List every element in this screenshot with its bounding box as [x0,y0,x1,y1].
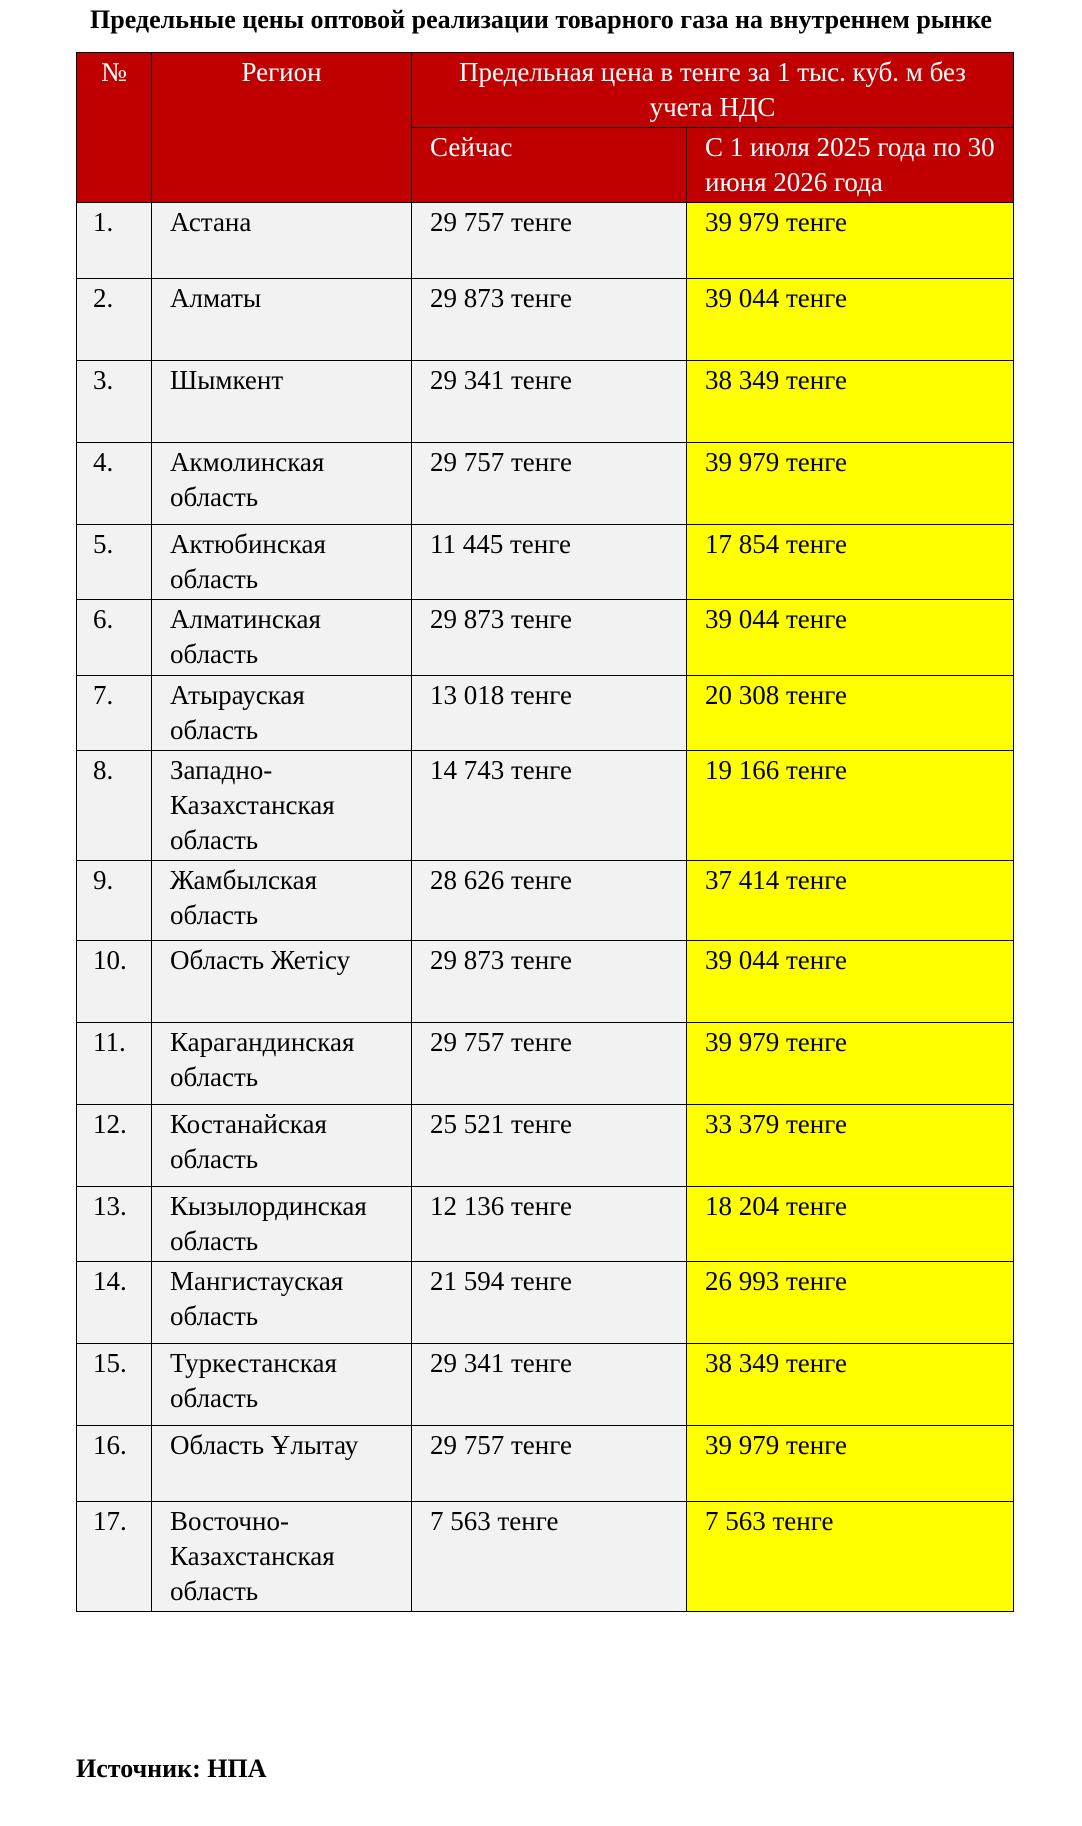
row-region: Алматинская область [152,600,412,676]
row-region: Туркестанская область [152,1344,412,1426]
table-row [77,279,1014,361]
price-table [76,52,1014,1612]
row-price-new: 20 308 тенге [687,676,1014,751]
row-num: 3. [77,361,152,443]
table-row [77,676,1014,751]
row-region: Жамбылская область [152,861,412,941]
row-num: 7. [77,676,152,751]
table-row [77,751,1014,861]
row-num: 16. [77,1426,152,1502]
row-region: Акмолинская область [152,443,412,525]
table-row [77,525,1014,600]
row-num: 4. [77,443,152,525]
row-price-now: 13 018 тенге [412,676,687,751]
row-region: Восточно-Казахстанская область [152,1502,412,1612]
row-region: Астана [152,203,412,279]
table-row [77,203,1014,279]
row-num: 5. [77,525,152,600]
row-region: Область Жетісу [152,941,412,1023]
row-price-new: 39 979 тенге [687,203,1014,279]
row-num: 12. [77,1105,152,1187]
row-num: 17. [77,1502,152,1612]
header-new: С 1 июля 2025 года по 30 июня 2026 года [687,128,1014,203]
table-row [77,1502,1014,1612]
row-price-now: 29 757 тенге [412,1426,687,1502]
row-price-new: 18 204 тенге [687,1187,1014,1262]
row-region: Шымкент [152,361,412,443]
row-price-now: 14 743 тенге [412,751,687,861]
row-price-new: 17 854 тенге [687,525,1014,600]
row-price-new: 39 979 тенге [687,1426,1014,1502]
table-row [77,1023,1014,1105]
row-price-new: 39 044 тенге [687,600,1014,676]
header-region: Регион [152,53,412,203]
table-row [77,941,1014,1023]
table-row [77,600,1014,676]
header-num: № [77,53,152,203]
row-region: Карагандинская область [152,1023,412,1105]
row-region: Костанайская область [152,1105,412,1187]
row-price-now: 29 757 тенге [412,203,687,279]
row-num: 1. [77,203,152,279]
row-price-now: 25 521 тенге [412,1105,687,1187]
row-price-new: 39 979 тенге [687,1023,1014,1105]
row-num: 8. [77,751,152,861]
row-price-now: 29 757 тенге [412,1023,687,1105]
row-price-now: 28 626 тенге [412,861,687,941]
row-region: Мангистауская область [152,1262,412,1344]
row-price-now: 29 873 тенге [412,600,687,676]
row-num: 15. [77,1344,152,1426]
row-num: 13. [77,1187,152,1262]
row-price-new: 26 993 тенге [687,1262,1014,1344]
row-region: Алматы [152,279,412,361]
row-price-new: 37 414 тенге [687,861,1014,941]
row-num: 9. [77,861,152,941]
row-num: 2. [77,279,152,361]
table-row [77,1262,1014,1344]
table-row [77,1344,1014,1426]
row-region: Область Ұлытау [152,1426,412,1502]
row-region: Кызылординская область [152,1187,412,1262]
page-title: Предельные цены оптовой реализации товарного газа на внутреннем рынке [90,5,992,34]
row-price-now: 29 873 тенге [412,279,687,361]
row-price-now: 29 757 тенге [412,443,687,525]
row-price-now: 7 563 тенге [412,1502,687,1612]
row-price-new: 39 979 тенге [687,443,1014,525]
row-price-now: 29 341 тенге [412,1344,687,1426]
row-price-now: 21 594 тенге [412,1262,687,1344]
row-num: 14. [77,1262,152,1344]
row-price-now: 12 136 тенге [412,1187,687,1262]
table-row [77,1187,1014,1262]
table-row [77,1105,1014,1187]
row-price-new: 38 349 тенге [687,1344,1014,1426]
header-price-group: Предельная цена в тенге за 1 тыс. куб. м без учета НДС [412,53,1014,128]
row-price-new: 39 044 тенге [687,941,1014,1023]
row-price-new: 38 349 тенге [687,361,1014,443]
row-price-now: 29 341 тенге [412,361,687,443]
row-price-now: 29 873 тенге [412,941,687,1023]
row-price-new: 33 379 тенге [687,1105,1014,1187]
table-header [77,53,1014,203]
row-num: 10. [77,941,152,1023]
row-region: Актюбинская область [152,525,412,600]
table-row [77,861,1014,941]
row-price-new: 19 166 тенге [687,751,1014,861]
row-price-new: 39 044 тенге [687,279,1014,361]
row-price-new: 7 563 тенге [687,1502,1014,1612]
table-body [77,203,1014,1612]
header-now: Сейчас [412,128,687,203]
row-price-now: 11 445 тенге [412,525,687,600]
table-row [77,361,1014,443]
table-row [77,443,1014,525]
row-num: 6. [77,600,152,676]
source-note: Источник: НПА [76,1754,267,1783]
table-row [77,1426,1014,1502]
row-region: Западно-Казахстанская область [152,751,412,861]
row-region: Атырауская область [152,676,412,751]
row-num: 11. [77,1023,152,1105]
